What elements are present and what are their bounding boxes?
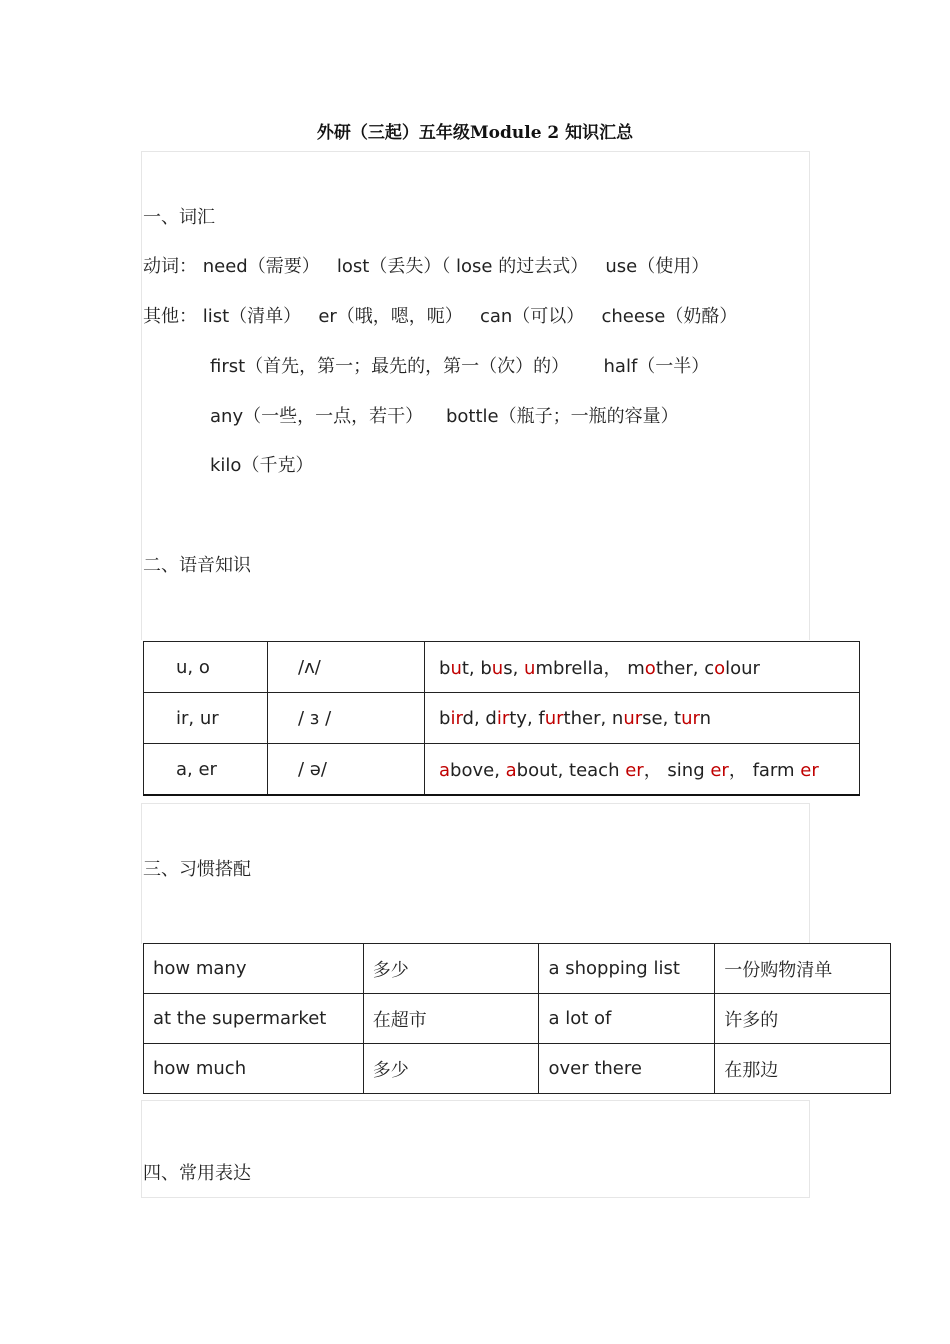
phrase-cell: a shopping list [539,944,715,994]
phrase-cell: over there [539,1044,715,1094]
highlighted-letters: ir [450,707,463,729]
meaning-cell: 在超市 [363,994,539,1044]
table-row [144,944,891,994]
highlighted-letters: ur [544,707,564,729]
highlighted-letters: u [491,658,504,679]
meaning-cell: 在那边 [715,1044,891,1094]
highlighted-letters: ir [496,707,510,729]
highlighted-letters: o [644,658,656,679]
vocab-line-verbs: 动词： need（需要） lost（丢失）（ lose 的过去式） use（使用） [143,256,710,277]
meaning-cell: 许多的 [715,994,891,1044]
phrase-cell: how many [144,944,364,994]
example-text: n [699,707,712,729]
phrase-cell: a lot of [539,994,715,1044]
highlighted-letters: u [450,658,462,679]
vocab-line-others: 其他： list（清单） er（哦，嗯，呃） can（可以） cheese（奶酪） [143,306,738,327]
example-text: ther, c [655,658,715,679]
page-title: 外研（三起）五年级Module 2 知识汇总 [316,123,634,143]
highlighted-letters: o [714,658,726,679]
table-row [144,744,860,796]
expressions-heading: 四、常用表达 [143,1163,251,1184]
highlighted-letters: u [524,658,536,679]
letters-cell: a, er [144,744,268,796]
example-text: ， farm [728,760,801,781]
highlighted-letters: er [800,760,819,781]
table-row [144,1044,891,1094]
phonetics-table [143,641,860,796]
examples-cell [425,744,860,796]
highlighted-letters: a [439,760,451,781]
letters-cell: u, o [144,642,268,693]
vocab-heading: 一、词汇 [143,207,215,228]
example-text: b [439,707,451,729]
example-text: bout, teach [516,760,626,781]
vocab-line-any: any（一些，一点，若干） bottle（瓶子；一瓶的容量） [210,406,679,427]
example-text: lour [725,658,760,679]
highlighted-letters: ur [681,707,700,729]
highlighted-letters: ur [623,707,643,729]
examples-cell [425,642,860,693]
sound-cell: / ɜ / [268,693,425,744]
sound-cell: / ə/ [268,744,425,796]
example-text: b [439,658,451,679]
meaning-cell: 多少 [363,1044,539,1094]
collocations-table [143,943,891,1094]
highlighted-letters: er [625,760,644,781]
example-text: ty, f [509,707,545,729]
phrase-cell: how much [144,1044,364,1094]
highlighted-letters: a [505,760,517,781]
table-row [144,642,860,693]
examples-cell [425,693,860,744]
example-text: s, [503,658,525,679]
example-text: se, t [642,707,682,729]
phonetics-heading: 二、语音知识 [143,555,251,576]
example-text: ther, n [563,707,624,729]
example-text: d, d [462,707,497,729]
meaning-cell: 一份购物清单 [715,944,891,994]
meaning-cell: 多少 [363,944,539,994]
vocab-line-kilo: kilo（千克） [210,455,314,476]
phrase-cell: at the supermarket [144,994,364,1044]
example-text: bove, [450,760,506,781]
letters-cell: ir, ur [144,693,268,744]
table-row [144,994,891,1044]
example-text: t, b [461,658,492,679]
sound-cell: /ʌ/ [268,642,425,693]
example-text: mbrella， m [535,658,645,679]
vocab-line-first: first（首先，第一；最先的，第一（次）的） half（一半） [210,356,710,377]
example-text: ， sing [643,760,711,781]
highlighted-letters: er [710,760,729,781]
collocations-heading: 三、习惯搭配 [143,859,251,880]
table-row [144,693,860,744]
